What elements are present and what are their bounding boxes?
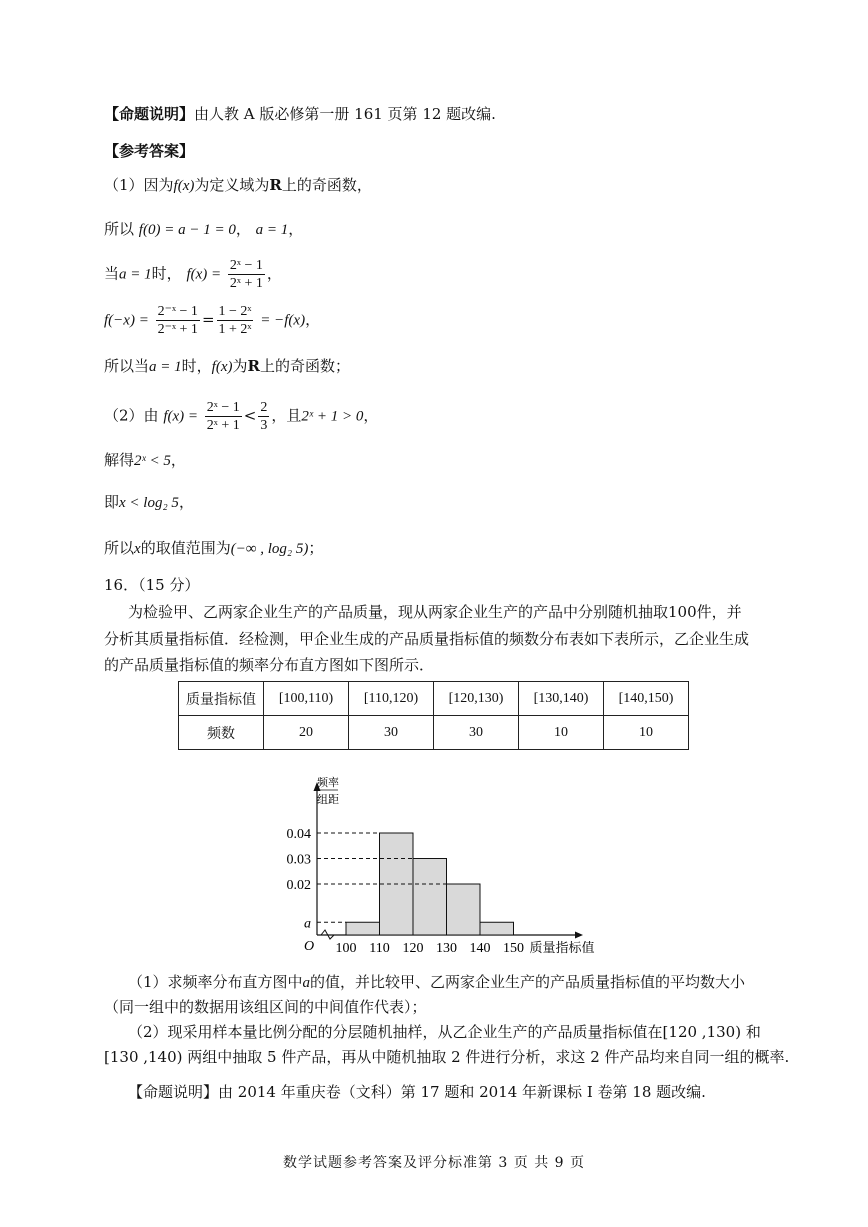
text: ， [266, 264, 282, 283]
text: 上的奇函数； [259, 357, 350, 375]
answer-line-1 [104, 175, 372, 196]
text: ； [308, 539, 324, 557]
question-title: 16．（15 分） [104, 576, 200, 594]
math: = [201, 310, 215, 329]
text: 为定义域为 [194, 176, 270, 194]
text: ，且 [271, 406, 302, 425]
math: R [269, 176, 282, 194]
math: a = 1 [149, 359, 182, 375]
x-axis-label: 质量指标值 [529, 941, 595, 956]
text: 的取值范围为 [140, 539, 231, 557]
math: a = 1 [255, 222, 289, 238]
answer-line-5 [104, 356, 350, 377]
math: a [302, 975, 311, 991]
origin-label: O [303, 939, 315, 954]
x-axis-arrow [575, 932, 583, 939]
text: 时， [181, 357, 212, 375]
math: < [243, 406, 257, 425]
numerator: 2 [260, 400, 268, 415]
note-text: 由人教 A 版必修第一册 161 页第 12 题改编. [194, 105, 496, 123]
fraction [205, 399, 242, 434]
text: ， [170, 451, 186, 469]
sub-question-1 [128, 972, 745, 993]
y-tick-label: a [304, 916, 311, 932]
denominator: 2ˣ + 1 [229, 276, 263, 291]
text: ， [178, 493, 194, 511]
fraction [228, 257, 265, 292]
math: R [247, 357, 260, 375]
text: 为 [232, 357, 248, 375]
text: 上的奇函数， [281, 176, 372, 194]
text: ， [235, 220, 251, 238]
text: ， [363, 406, 379, 425]
table-cell: 20 [264, 716, 349, 750]
x-tick-label: 100 [335, 941, 357, 956]
note-line-1 [104, 104, 496, 124]
text: ， [305, 310, 321, 329]
text: ， [288, 220, 304, 238]
math: x < log₂ 5 [119, 495, 179, 511]
math: f(0) = a − 1 = 0 [138, 222, 236, 238]
question-para: 分析其质量指标值．经检测，甲企业生成的产品质量指标值的频数分布表如下表所示，乙企业生成 [104, 630, 750, 648]
math: f(x) [173, 178, 195, 194]
table-header: 频数 [179, 716, 264, 750]
y-label-numerator: 频率 [317, 776, 339, 789]
y-tick-label: 0.03 [286, 852, 311, 868]
table-cell: [130,140) [519, 682, 604, 716]
answer-heading: 【参考答案】 [104, 142, 195, 160]
x-tick-label: 110 [369, 941, 390, 956]
table-row [179, 716, 689, 750]
math: x [134, 541, 141, 557]
text: 即 [104, 493, 120, 511]
math: (−∞ , log₂ 5) [230, 541, 309, 557]
answer-line-2 [104, 219, 303, 240]
table-cell: [120,130) [434, 682, 519, 716]
fraction [217, 303, 254, 338]
math: = −f(x) [260, 312, 306, 329]
answer-line-3 [104, 257, 282, 292]
denominator: 2⁻ˣ + 1 [157, 322, 198, 337]
sub-question-2-cont: [130 ,140) 两组中抽取 5 件产品，再从中随机抽取 2 件进行分析，求这 2 件产品均来自同一组的概率. [104, 1048, 790, 1066]
numerator: 1 − 2ˣ [218, 304, 252, 319]
table-cell: 30 [434, 716, 519, 750]
text: 所以 [104, 220, 135, 238]
numerator: 2ˣ − 1 [229, 258, 263, 273]
answer-line-8 [104, 492, 194, 513]
sub-question-2: （2）现采用样本量比例分配的分层随机抽样，从乙企业生产的产品质量指标值在[120 ,130) 和 [128, 1023, 761, 1041]
fraction [258, 399, 269, 434]
y-tick-label: 0.02 [286, 878, 311, 893]
text: 时， [151, 264, 182, 283]
page-footer: 数学试题参考答案及评分标准第 3 页 共 9 页 [282, 1155, 586, 1171]
text: 所以 [104, 539, 135, 557]
numerator: 2ˣ − 1 [206, 400, 240, 415]
answer-line-9 [104, 538, 323, 559]
note-label: 【命题说明】 [104, 105, 195, 123]
math: 2ˣ + 1 > 0 [301, 408, 364, 425]
text: 当 [104, 264, 120, 283]
text: 的值，并比较甲、乙两家企业生产的产品质量指标值的平均数大小 [310, 973, 746, 991]
table-cell: 10 [519, 716, 604, 750]
table-header: 质量指标值 [179, 682, 264, 716]
table-cell: 10 [604, 716, 689, 750]
histogram-bar [346, 922, 380, 935]
table-cell: 30 [349, 716, 434, 750]
y-tick-label: 0.04 [286, 827, 311, 842]
histogram-bar [480, 922, 514, 935]
frequency-table [178, 681, 689, 750]
x-tick-label: 130 [436, 941, 457, 956]
table-cell: [100,110) [264, 682, 349, 716]
denominator: 1 + 2ˣ [218, 322, 252, 337]
answer-line-4 [104, 303, 320, 338]
question-para: 为检验甲、乙两家企业生产的产品质量，现从两家企业生产的产品中分别随机抽取100件，并 [128, 603, 742, 621]
y-label-denominator: 组距 [317, 793, 339, 806]
note-label: 【命题说明】 [128, 1083, 219, 1101]
text: （2）由 [104, 406, 159, 425]
x-tick-label: 150 [503, 941, 524, 956]
sub-question-1-cont: （同一组中的数据用该组区间的中间值作代表）； [104, 998, 427, 1016]
math: f(x) = [163, 408, 199, 425]
histogram-bar [413, 859, 447, 936]
denominator: 2ˣ + 1 [206, 418, 240, 433]
numerator: 2⁻ˣ − 1 [157, 304, 198, 319]
histogram-bar [447, 884, 481, 935]
text: 解得 [104, 451, 135, 469]
math: 2ˣ < 5 [134, 453, 171, 469]
frequency-histogram [280, 775, 610, 960]
answer-line-7 [104, 450, 186, 471]
fraction [156, 303, 200, 338]
table-row [179, 682, 689, 716]
text: （1）因为 [104, 176, 174, 194]
math: f(x) [211, 359, 233, 375]
table-cell: [140,150) [604, 682, 689, 716]
note-line-2 [128, 1082, 706, 1102]
note-text: 由 2014 年重庆卷（文科）第 17 题和 2014 年新课标 Ⅰ 卷第 18 题改编. [218, 1083, 706, 1101]
x-tick-label: 140 [469, 941, 491, 956]
denominator: 3 [260, 418, 268, 433]
math: f(x) = [186, 266, 222, 283]
x-tick-label: 120 [402, 941, 424, 956]
table-cell: [110,120) [349, 682, 434, 716]
text: 所以当 [104, 357, 150, 375]
question-para: 的产品质量指标值的频率分布直方图如下图所示． [104, 656, 435, 674]
answer-line-6 [104, 399, 378, 434]
math: f(−x) = [104, 312, 149, 329]
text: （1）求频率分布直方图中 [128, 973, 303, 991]
math: a = 1 [119, 266, 152, 283]
